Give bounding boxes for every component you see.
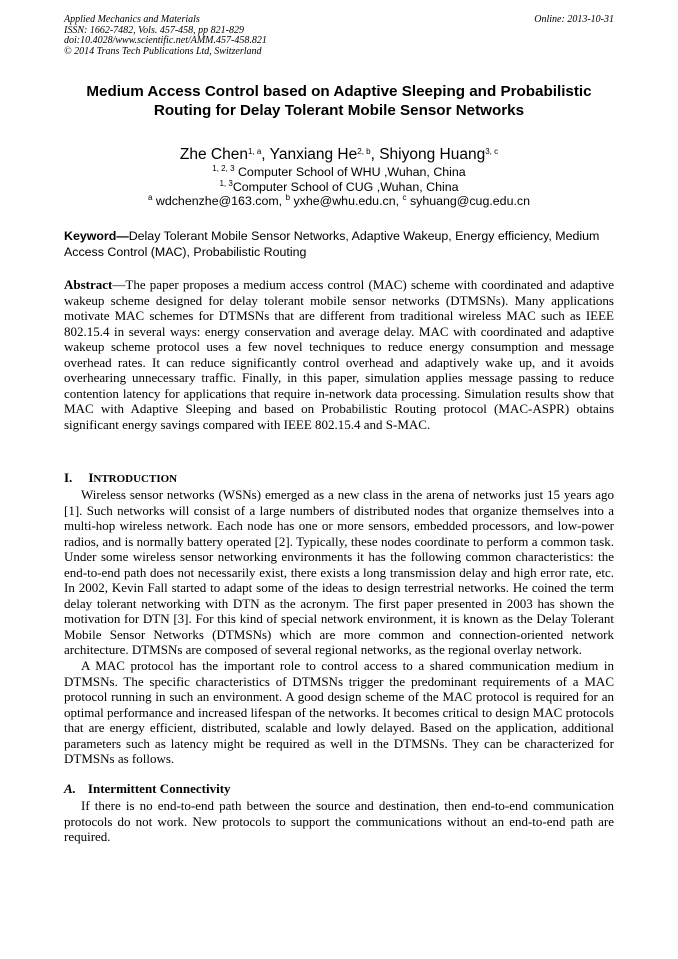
abstract-label: Abstract	[64, 277, 113, 292]
paragraph: A MAC protocol has the important role to control access to a shared communication medium in DTMSNs. The specific characteristics of DTMSNs trigger the predominant requirements of a MAC protocol running in such an environment. A good design scheme of the MAC protocol is required for an optimal performance and increased lifespan of the networks. It becomes critical to design MAC protocols that are energy efficient, distributed, scalable and lowly delayed. Based on the application, additional parameters such as latency might be required as well in the DTMSNs. They can be characterized for DTMSNs as follows.	[64, 658, 614, 767]
journal-header	[64, 15, 614, 57]
journal-issn: ISSN: 1662-7482, Vols. 457-458, pp 821-829	[64, 24, 244, 36]
author-2: Yanxiang He	[269, 146, 358, 163]
affiliation-1	[64, 165, 614, 180]
abstract	[64, 277, 614, 432]
affiliation-1-text: Computer School of WHU ,Wuhan, China	[234, 165, 466, 179]
affiliation-2-text: Computer School of CUG ,Wuhan, China	[232, 179, 459, 194]
journal-copyright: © 2014 Trans Tech Publications Ltd, Switzerland	[64, 45, 262, 57]
journal-doi: doi:10.4028/www.scientific.net/AMM.457-458.821	[64, 35, 267, 47]
author-separator: ,	[261, 146, 270, 163]
keyword-label: Keyword—	[64, 229, 129, 243]
affiliation-2-sup: 1, 3	[219, 178, 233, 188]
paragraph: If there is no end-to-end path between the source and destination, then end-to-end communication protocols do not work. New protocols to support the communications without an end-to-end path are required.	[64, 798, 614, 845]
paragraph: Wireless sensor networks (WSNs) emerged as a new class in the arena of networks just 15 years ago [1]. Such networks will consist of a large numbers of distributed nodes that organize themselves into a multi-hop wireless network. Each node has one or more sensors, embedded processors, and low-power radios, and is normally battery operated [2]. Typically, these nodes coordinate to perform a common task. Under some wireless sensor networking environments it has the following common characteristics: the end-to-end path does not necessarily exist, there exists a long transmission delay and high error rate, etc. In 2002, Kevin Fall started to adapt some of the ideas to design terrestrial networks. He coined the term delay tolerant networking with DTN as the acronym. The first paper presented in 2003 has shown the motivation for DTN [3]. For this kind of special network environment, it is known as the Delay Tolerant Mobile Sensor Networks (DTMSNs) which are more common and connection-oriented network architecture. DTMSNs are composed of several regional networks, as the regional overlay network.	[64, 487, 614, 658]
author-emails	[64, 194, 614, 209]
email-a-sup: a	[148, 193, 153, 202]
author-2-sup: 2, b	[357, 147, 371, 156]
author-names	[64, 145, 614, 165]
email-a: wdchenzhe@163.com,	[152, 194, 286, 208]
affiliation-1-sup: 1, 2, 3	[212, 164, 235, 173]
author-separator: ,	[370, 146, 380, 163]
author-block	[64, 145, 614, 209]
section-number: I.	[64, 470, 73, 485]
paper-title	[64, 82, 614, 120]
title-line-2: Routing for Delay Tolerant Mobile Sensor Networks	[153, 102, 525, 119]
email-c: syhuang@cug.edu.cn	[406, 194, 530, 208]
introduction-body	[64, 487, 614, 767]
journal-name: Applied Mechanics and Materials	[64, 14, 200, 25]
author-1: Zhe Chen	[179, 146, 248, 163]
email-b: yxhe@whu.edu.cn,	[290, 194, 403, 208]
author-1-sup: 1, a	[247, 147, 262, 156]
abstract-text: —The paper proposes a medium access control (MAC) scheme with coordinated and adaptive wakeup scheme designed for delay tolerant mobile sensor networks (DTMSNs). Many applications motivate MAC schemes for DTMSNs that are different from traditional wireless MAC such as IEEE 802.15.4 in several ways: energy conservation and average delay. MAC with coordinated and adaptive wakeup scheme protocol uses a few novel techniques to reduce energy consumption and message overhead rates. It can reduce significantly control overhead and adaptively wake up, and it avoids overhearing unnecessary traffic. Finally, in this paper, simulation applies message passing to reduce contention latency for applications that require in-network data processing. Simulation results show that MAC with Adaptive Sleeping and based on Probabilistic Routing protocol (MAC-ASPR) obtains significant energy savings compared with IEEE 802.15.4 and S-MAC.	[64, 277, 614, 432]
email-c-sup: c	[402, 193, 407, 202]
author-3-sup: 3, c	[485, 147, 499, 156]
keywords	[64, 229, 614, 260]
email-b-sup: b	[285, 193, 291, 202]
keyword-text: Delay Tolerant Mobile Sensor Networks, Adaptive Wakeup, Energy efficiency, Medium Access Control (MAC), Probabilistic Routing	[64, 229, 600, 259]
subsection-title: Intermittent Connectivity	[87, 781, 231, 796]
section-title-initial: I	[88, 470, 94, 485]
affiliation-2	[64, 180, 614, 195]
online-date: Online: 2013-10-31	[534, 14, 614, 25]
subsection-heading	[64, 781, 231, 797]
section-heading-introduction	[64, 470, 177, 486]
subsection-letter: A.	[64, 781, 76, 796]
subsection-body	[64, 798, 614, 845]
section-title-rest: NTRODUCTION	[93, 473, 178, 485]
author-3: Shiyong Huang	[379, 146, 486, 163]
title-line-1: Medium Access Control based on Adaptive Sleeping and Probabilistic	[86, 83, 592, 100]
